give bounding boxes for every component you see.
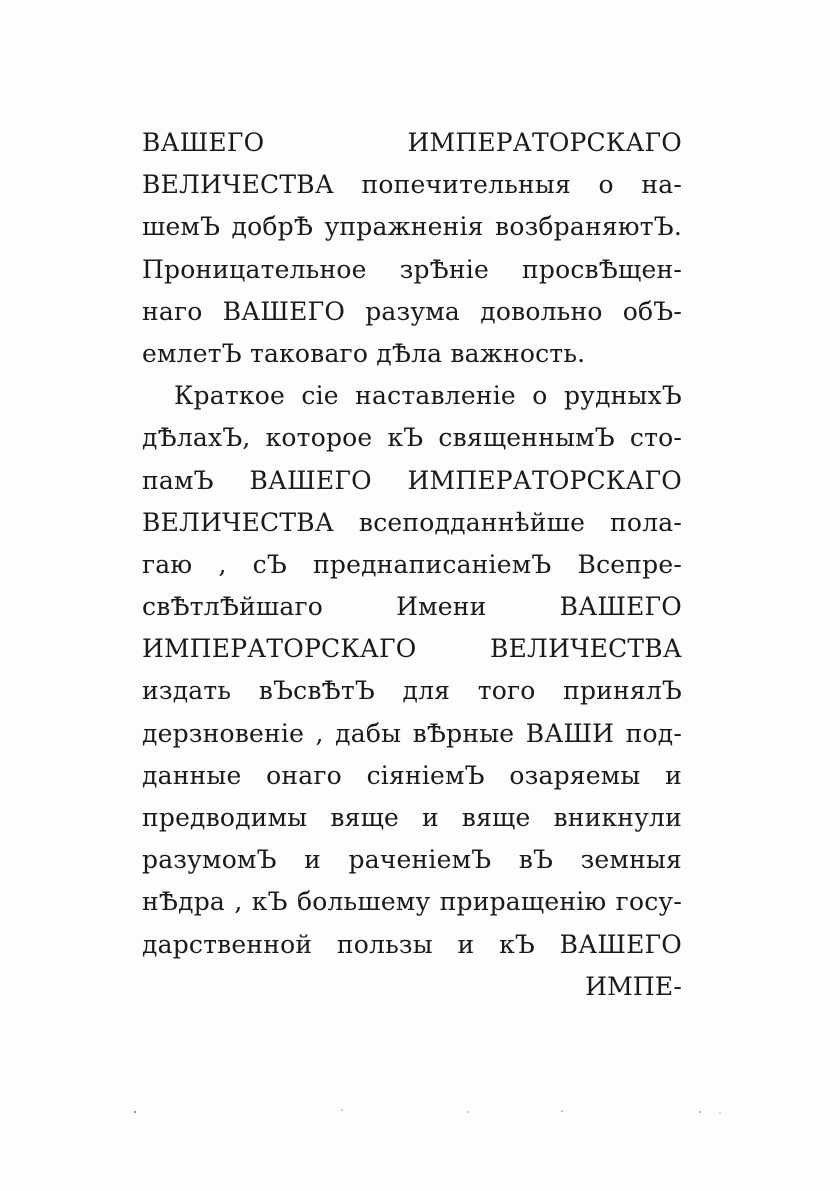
text-line: предводимы вяще и вяще вникнули [142, 803, 682, 832]
text-line: дѢлахЪ, которое кЪ священнымЪ сто- [142, 423, 682, 453]
text-line: памЪ ВАШЕГО ИМПЕРАТОРСКАГО [142, 465, 682, 495]
text-line: Краткое сіе наставленіе о рудныхЪ [174, 381, 682, 411]
text-line: дарственной пользы и кЪ ВАШЕГО [142, 929, 682, 959]
speck [561, 1110, 563, 1112]
catchword: ИМПЕ- [585, 971, 682, 1001]
speck [134, 1111, 136, 1113]
speck [699, 1111, 701, 1113]
text-line: дерзновеніе , дабы вѢрные ВАШИ под- [142, 718, 682, 748]
body-text [142, 122, 682, 1008]
speck [341, 1109, 343, 1111]
speck [719, 1112, 721, 1114]
text-line: издать вЪсвѢтЪ для того принялЪ [142, 676, 682, 706]
paragraph-2 [142, 375, 682, 966]
text-line: данные онаго сіяніемЪ озаряемы и [142, 760, 682, 790]
text-line: шемЪ добрѢ упражненія возбраняютЪ. [142, 212, 682, 242]
text-line: ИМПЕРАТОРСКАГО ВЕЛИЧЕСТВА [142, 634, 682, 664]
text-line: разумомЪ и раченіемЪ вЪ земныя [142, 845, 682, 875]
text-line: ВЕЛИЧЕСТВА попечительныя о на- [142, 170, 682, 200]
text-line: наго ВАШЕГО разума довольно обЪ- [142, 296, 682, 326]
text-line: емлетЪ таковаго дѢла важность. [142, 338, 586, 368]
text-line: гаю , сЪ преднаписаніемЪ Всепре- [142, 549, 682, 579]
text-line: нѢдра , кЪ большему приращенію госу- [142, 887, 682, 917]
text-line: свѢтлѢйшаго Имени ВАШЕГО [142, 592, 682, 622]
speck [467, 1111, 469, 1113]
text-line: ВЕЛИЧЕСТВА всеподданнѣйше пола- [142, 507, 682, 537]
text-line: Проницательное зрѢніе просвѢщен- [142, 254, 682, 284]
text-line: ВАШЕГО ИМПЕРАТОРСКАГО [142, 128, 682, 157]
paragraph-1 [142, 122, 682, 375]
